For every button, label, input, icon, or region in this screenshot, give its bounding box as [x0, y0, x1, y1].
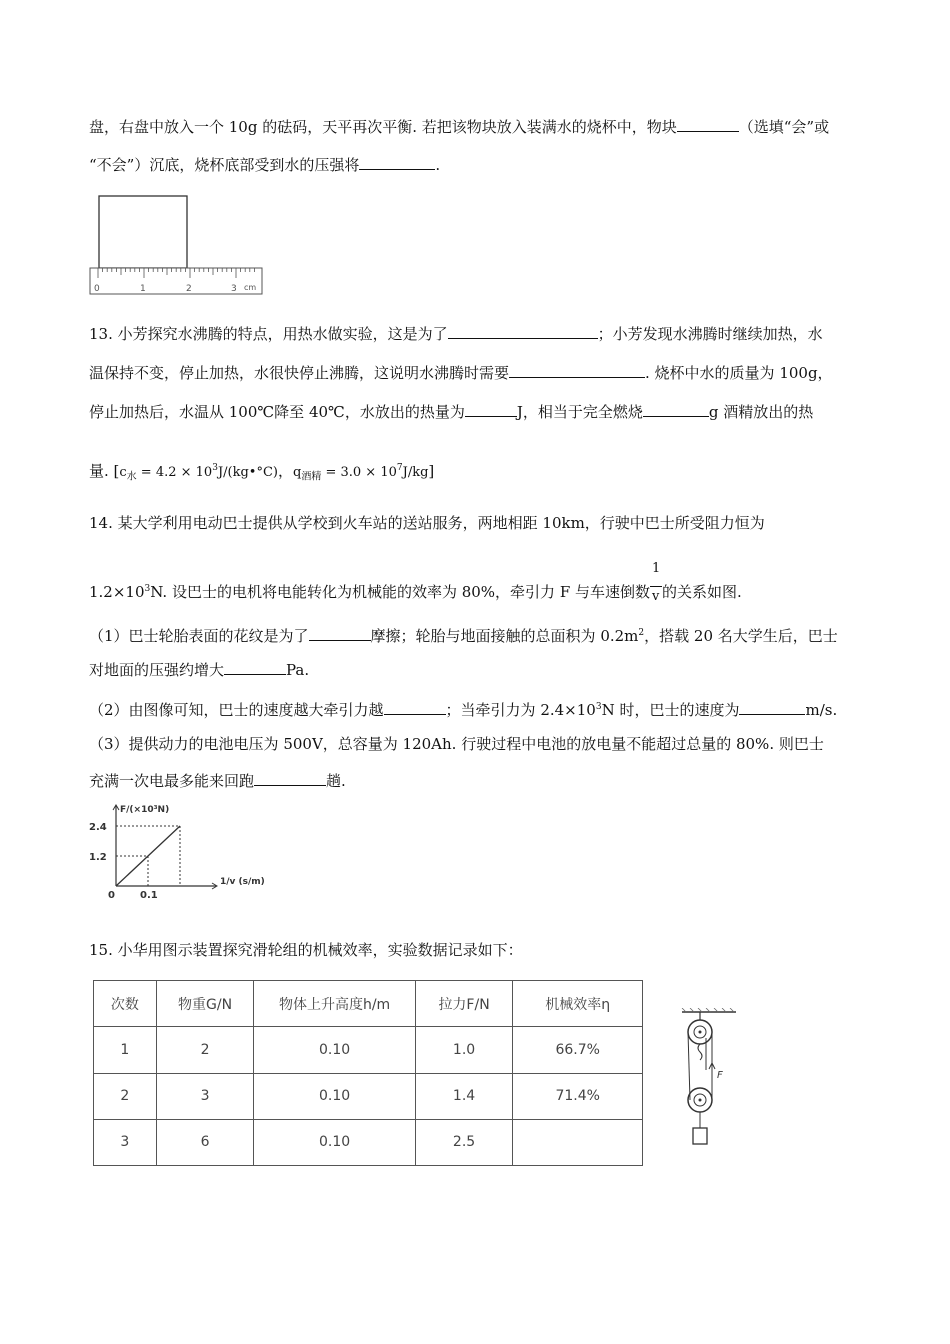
q14-line2: $1.2\times 10^3N$. 设巴士的电机将电能转化为机械能的效率为 80%，牵引力 F 与车速倒数 $\frac{1}{v}$ 的关系如图. [89, 561, 742, 604]
table-cell: 2 [156, 1027, 254, 1073]
ruler-unit: cm [244, 283, 257, 292]
ruler-figure [88, 192, 268, 298]
pulley-figure [680, 1008, 740, 1154]
table-cell: 66.7% [513, 1027, 643, 1073]
table-cell: 3 [94, 1119, 157, 1165]
table-cell: 物体上升高度h/m [254, 981, 415, 1027]
table-row [94, 1027, 643, 1073]
table-cell: 2.5 [415, 1119, 513, 1165]
answer-blank[interactable] [359, 155, 435, 170]
q13-line1: 13. 小芳探究水沸腾的特点，用热水做实验，这是为了 ；小芳发现水沸腾时继续加热，水 [89, 325, 823, 343]
answer-blank[interactable] [384, 700, 446, 715]
q12-line1: 盘，右盘中放入一个 10g 的砝码，天平再次平衡. 若把该物块放入装满水的烧杯中，物块 （选填“会”或 [89, 118, 830, 136]
q15-title: 15. 小华用图示装置探究滑轮组的机械效率，实验数据记录如下： [89, 941, 523, 959]
q13-line4: 量. [$c_水 = 4.2$ × $10^3J/(kg•^\circ C)$，$q_{酒精} = 3.0 \times 10^7J/kg$] [89, 462, 435, 483]
q14-part1-line2: 对地面的压强约增大 Pa. [89, 661, 310, 679]
table-row [94, 1119, 643, 1165]
ruler-label-3: 3 [231, 284, 237, 294]
x-tick-label: 0.1 [140, 890, 158, 901]
answer-blank[interactable] [224, 660, 286, 675]
wood-block [99, 196, 187, 268]
table-cell: 0.10 [254, 1073, 415, 1119]
table-cell: 1 [94, 1027, 157, 1073]
answer-blank[interactable] [254, 771, 326, 786]
q14-part3-line2: 充满一次电最多能来回跑 趟. [89, 772, 346, 790]
y-axis-label: F/(×10³N) [120, 805, 170, 815]
q13-line3: 停止加热后，水温从 100℃降至 40℃，水放出的热量为 J，相当于完全燃烧 g 酒精放出的热 [89, 403, 814, 421]
table-header-row [94, 981, 643, 1027]
specific-heat-formula: $c_水 = 4.2$ × $10^3J/(kg•^\circ C)$ [119, 463, 278, 483]
fraction-1-over-v: $\frac{1}{v}$ [652, 561, 661, 604]
table-cell: 机械效率η [513, 981, 643, 1027]
table-cell: 3 [156, 1073, 254, 1119]
q14-part2: （2）由图像可知，巴士的速度越大牵引力越 ；当牵引力为 $2.4\times 10^3N$ 时，巴士的速度为 m/s. [89, 701, 838, 719]
q14-part1-line1: （1）巴士轮胎表面的花纹是为了 摩擦；轮胎与地面接触的总面积为 $0.2m^2$，搭载 20 名大学生后，巴士 [89, 627, 838, 645]
weight-block [693, 1128, 707, 1144]
answer-blank[interactable] [509, 363, 645, 378]
ruler-label-0: 0 [94, 284, 100, 294]
answer-blank[interactable] [465, 402, 517, 417]
q14-part3-line1: （3）提供动力的电池电压为 500V，总容量为 120Ah. 行驶过程中电池的放电量不能超过总量的 80%. 则巴士 [89, 735, 824, 753]
x-axis-label: 1/v (s/m) [220, 877, 265, 887]
experiment-table [93, 980, 643, 1166]
table-cell: 物重G/N [156, 981, 254, 1027]
answer-blank[interactable] [309, 626, 371, 641]
table-cell: 1.4 [415, 1073, 513, 1119]
y-tick-label: 1.2 [89, 852, 107, 863]
answer-blank[interactable] [643, 402, 709, 417]
answer-blank[interactable] [739, 700, 805, 715]
table-cell: 次数 [94, 981, 157, 1027]
table-cell: 1.0 [415, 1027, 513, 1073]
table-cell: 6 [156, 1119, 254, 1165]
answer-blank[interactable] [677, 117, 739, 132]
y-tick-label: 2.4 [89, 822, 107, 833]
q12-line2: “不会”）沉底，烧杯底部受到水的压强将 . [89, 156, 441, 174]
ruler-label-1: 1 [140, 284, 146, 294]
table-cell: 71.4% [513, 1073, 643, 1119]
table-cell: 2 [94, 1073, 157, 1119]
table-cell: 0.10 [254, 1027, 415, 1073]
ruler-label-2: 2 [186, 284, 192, 294]
q14-line1: 14. 某大学利用电动巴士提供从学校到火车站的送站服务，两地相距 10km，行驶中巴士所受阻力恒为 [89, 514, 765, 532]
force-velocity-chart [86, 800, 276, 904]
rope [688, 1032, 690, 1100]
table-cell: 拉力F/N [415, 981, 513, 1027]
q13-line2: 温保持不变，停止加热，水很快停止沸腾，这说明水沸腾时需要 . 烧杯中水的质量为 100g， [89, 364, 833, 382]
table-row [94, 1073, 643, 1119]
force-label: F [717, 1070, 723, 1081]
table-cell: 0.10 [254, 1119, 415, 1165]
answer-blank[interactable] [448, 324, 598, 339]
heat-value-formula: $q_{酒精} = 3.0 \times 10^7J/kg$ [293, 463, 429, 483]
x-tick-label: 0 [108, 890, 115, 901]
table-cell [513, 1119, 643, 1165]
